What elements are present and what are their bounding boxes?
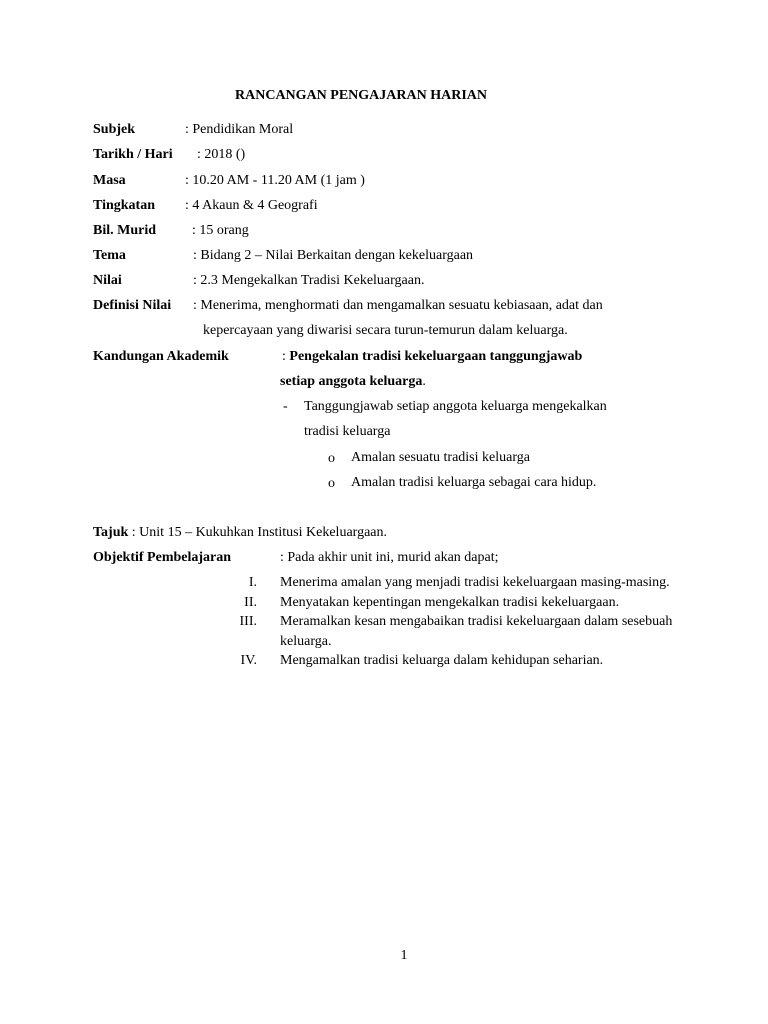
masa-label: Masa	[93, 173, 126, 188]
tingkatan-label: Tingkatan	[93, 198, 155, 213]
definisi-value-line2: kepercayaan yang diwarisi secara turun-temurun dalam keluarga.	[203, 323, 568, 338]
kandungan-heading-end: .	[422, 374, 426, 389]
tarikh-label: Tarikh / Hari	[93, 147, 173, 162]
kandungan-heading-text: Pengekalan tradisi kekeluargaan tanggungjawab	[289, 349, 583, 364]
kandungan-heading-line1	[282, 348, 582, 366]
bullet-marker: o	[328, 476, 335, 491]
bil-murid-value: : 15 orang	[192, 223, 249, 238]
tajuk-line	[93, 524, 387, 542]
masa-value: : 10.20 AM - 11.20 AM (1 jam )	[185, 173, 365, 188]
objektif-item-continued: keluarga.	[280, 634, 332, 649]
tajuk-label: Tajuk	[93, 525, 129, 540]
subjek-value: : Pendidikan Moral	[185, 122, 294, 137]
bullet-item: Amalan sesuatu tradisi keluarga	[351, 450, 530, 465]
objektif-item: Meramalkan kesan mengabaikan tradisi kekeluargaan dalam sesebuah	[280, 614, 673, 629]
kandungan-dash-marker: -	[283, 399, 288, 414]
kandungan-heading-text2: setiap anggota keluarga	[280, 374, 423, 389]
page-number: 1	[400, 948, 408, 963]
subjek-label: Subjek	[93, 122, 136, 137]
objektif-item: Menerima amalan yang menjadi tradisi kekeluargaan masing-masing.	[280, 575, 670, 590]
objektif-number: I.	[248, 575, 257, 590]
tingkatan-value: : 4 Akaun & 4 Geografi	[185, 198, 318, 213]
kandungan-heading-line2	[280, 373, 426, 391]
nilai-value: : 2.3 Mengekalkan Tradisi Kekeluargaan.	[193, 273, 425, 288]
tema-value: : Bidang 2 – Nilai Berkaitan dengan kekeluargaan	[193, 248, 474, 263]
definisi-label: Definisi Nilai	[93, 298, 172, 313]
objektif-label: Objektif Pembelajaran	[93, 550, 232, 565]
kandungan-dash-line2: tradisi keluarga	[304, 424, 391, 439]
nilai-label: Nilai	[93, 273, 122, 288]
document-title: RANCANGAN PENGAJARAN HARIAN	[235, 88, 487, 103]
bullet-item: Amalan tradisi keluarga sebagai cara hidup.	[351, 475, 597, 490]
kandungan-label: Kandungan Akademik	[93, 349, 229, 364]
kandungan-colon: :	[282, 349, 290, 364]
objektif-item: Menyatakan kepentingan mengekalkan tradisi kekeluargaan.	[280, 595, 620, 610]
tarikh-value: : 2018 ()	[197, 147, 246, 162]
tajuk-value: : Unit 15 – Kukuhkan Institusi Kekeluargaan.	[128, 525, 387, 540]
objektif-item: Mengamalkan tradisi keluarga dalam kehidupan seharian.	[280, 653, 604, 668]
bil-murid-label: Bil. Murid	[93, 223, 157, 238]
tema-label: Tema	[93, 248, 126, 263]
definisi-value-line1: : Menerima, menghormati dan mengamalkan sesuatu kebiasaan, adat dan	[193, 298, 603, 313]
kandungan-dash-line1: Tanggungjawab setiap anggota keluarga mengekalkan	[304, 399, 607, 414]
objektif-intro: : Pada akhir unit ini, murid akan dapat;	[280, 550, 499, 565]
objektif-number: III.	[239, 614, 257, 629]
objektif-number: II.	[244, 595, 257, 610]
bullet-marker: o	[328, 451, 335, 466]
objektif-number: IV.	[240, 653, 257, 668]
